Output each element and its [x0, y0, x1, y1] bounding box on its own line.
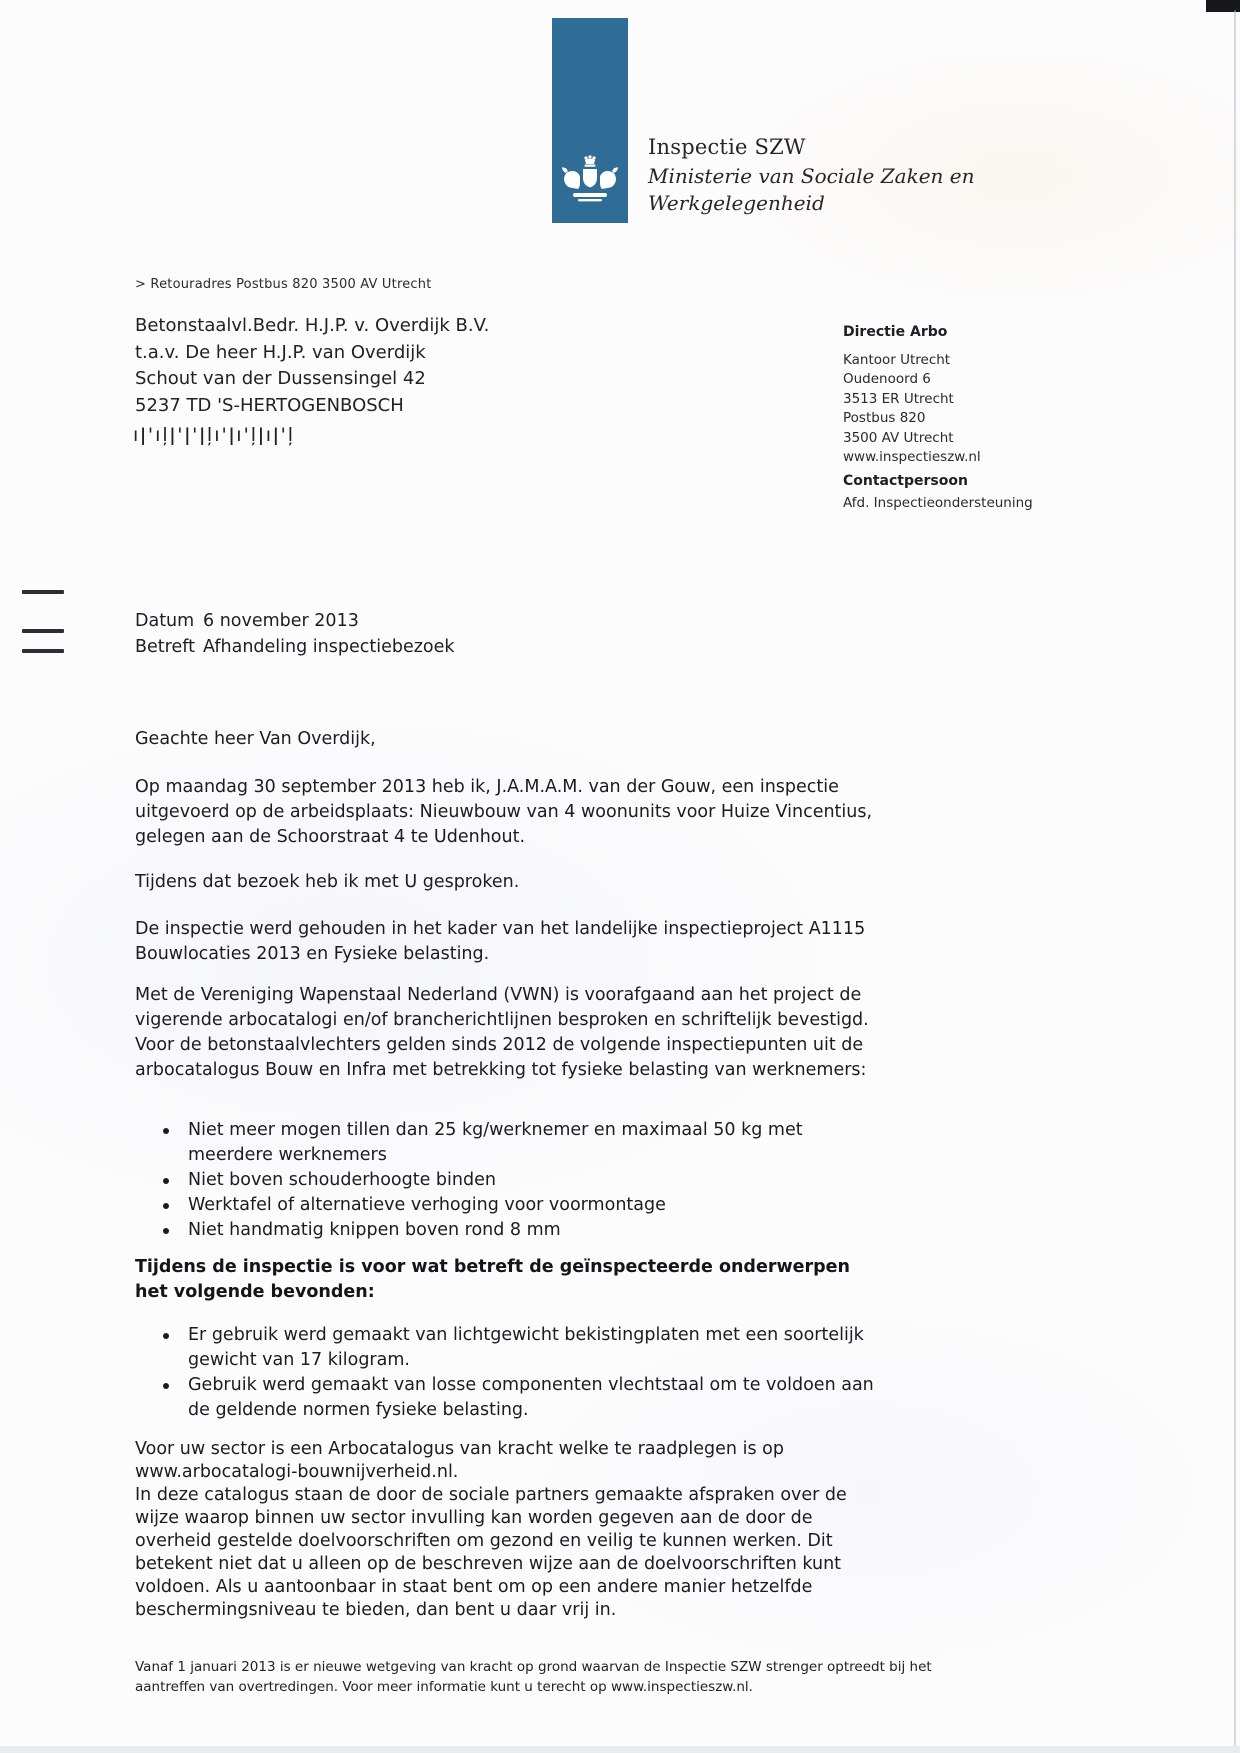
org-name: Inspectie SZW — [648, 135, 806, 159]
fold-mark — [22, 649, 64, 653]
salutation: Geachte heer Van Overdijk, — [135, 729, 376, 749]
fold-mark — [22, 629, 64, 633]
recipient-city: 5237 TD 'S-HERTOGENBOSCH — [135, 394, 404, 416]
list-item: Niet boven schouderhoogte binden — [135, 1168, 877, 1193]
office-line: Kantoor Utrecht — [843, 352, 951, 368]
paragraph-project: De inspectie werd gehouden in het kader van het landelijke inspectieproject A1115 Bouwlocaties 2013 en Fysieke belasting. — [135, 919, 866, 964]
paragraph-inspection-intro: Op maandag 30 september 2013 heb ik, J.A.M.A.M. van der Gouw, een inspectie uitgevoerd op de arbeidsplaats: Nieuwbouw van 4 woonunits voor Huize Vincentius, gelegen aan de Schoorstraat 4 te Udenhout. — [135, 777, 873, 847]
office-line: 3500 AV Utrecht — [843, 429, 954, 446]
subject-label: Betreft — [135, 636, 195, 657]
office-address — [843, 351, 981, 467]
date-row — [135, 609, 455, 635]
fold-mark — [22, 590, 64, 594]
recipient-company: Betonstaalvl.Bedr. H.J.P. v. Overdijk B.V. — [135, 315, 490, 336]
subject-row — [135, 635, 455, 661]
org-subtitle — [648, 163, 974, 217]
list-item: Niet meer mogen tillen dan 25 kg/werknemer en maximaal 50 kg met meerdere werknemers — [135, 1118, 877, 1168]
findings-list — [135, 1323, 877, 1423]
department-title: Directie Arbo — [843, 324, 948, 340]
recipient-address — [135, 313, 489, 419]
scan-bottom-edge — [0, 1746, 1240, 1753]
date-value: 6 november 2013 — [203, 611, 359, 631]
contact-person-label: Contactpersoon — [843, 473, 968, 489]
scan-right-edge-line — [1234, 10, 1236, 1753]
office-line: Postbus 820 — [843, 410, 926, 427]
letterhead-logo-bar — [552, 18, 628, 223]
org-subtitle-line2: Werkgelegenheid — [648, 191, 825, 215]
paragraph-arbocatalogus-url: Voor uw sector is een Arbocatalogus van kracht welke te raadplegen is op www.arbocatalogi-bouwnijverheid.nl. — [135, 1439, 784, 1482]
inspection-points-list — [135, 1118, 877, 1243]
org-subtitle-line1: Ministerie van Sociale Zaken en — [648, 164, 975, 188]
retour-address: > Retouradres Postbus 820 3500 AV Utrecht — [135, 277, 432, 292]
list-item: Er gebruik werd gemaakt van lichtgewicht bekistingplaten met een soortelijk gewicht van 17 kilogram. — [135, 1323, 877, 1373]
office-line: 3513 ER Utrecht — [843, 390, 954, 407]
paragraph-arbocatalogus — [135, 1438, 877, 1622]
paragraph-vwn: Met de Vereniging Wapenstaal Nederland (VWN) is voorafgaand aan het project de vigerende arbocatalogi en/of brancherichtlijnen besproken en schriftelijk bevestigd. Voor de betonstaalvlechters gelden sinds 2012 de volgende inspectiepunten uit de arbocatalogus Bouw en Infra met betrekking tot fysieke belasting van werknemers: — [135, 985, 869, 1080]
contact-person-value: Afd. Inspectieondersteuning — [843, 495, 1033, 511]
list-item: Gebruik werd gemaakt van losse componenten vlechtstaal om te voldoen aan de geldende normen fysieke belasting. — [135, 1373, 877, 1423]
date-label: Datum — [135, 611, 195, 631]
paragraph-spoken: Tijdens dat bezoek heb ik met U gesproken. — [135, 872, 520, 892]
findings-heading: Tijdens de inspectie is voor wat betreft de geïnspecteerde onderwerpen het volgende bevonden: — [135, 1257, 850, 1302]
kix-barcode: ıǀ'ıļǀ'ǀ'ǀļı'ǀı'ļǀıǀ'ļ — [133, 424, 296, 446]
recipient-street: Schout van der Dussensingel 42 — [135, 368, 426, 389]
list-item: Werktafel of alternatieve verhoging voor voormontage — [135, 1193, 877, 1218]
coat-of-arms-icon — [558, 155, 622, 217]
subject-value: Afhandeling inspectiebezoek — [203, 636, 455, 657]
letter-meta — [135, 609, 455, 660]
recipient-attn: t.a.v. De heer H.J.P. van Overdijk — [135, 341, 426, 363]
footer-note: Vanaf 1 januari 2013 is er nieuwe wetgeving van kracht op grond waarvan de Inspectie SZW strenger optreedt bij het aantreffen van overtredingen. Voor meer informatie kunt u terecht op www.inspectieszw.nl. — [135, 1659, 932, 1695]
office-line: Oudenoord 6 — [843, 371, 931, 388]
list-item: Niet handmatig knippen boven rond 8 mm — [135, 1218, 877, 1243]
paragraph-arbocatalogus-detail: In deze catalogus staan de door de sociale partners gemaakte afspraken over de wijze waarop binnen uw sector invulling kan worden gegeven aan de door de overheid gestelde doelvoorschriften om gezond en veilig te kunnen werken. Dit betekent niet dat u alleen op de beschreven wijze aan de doelvoorschriften kunt voldoen. Als u aantoonbaar in staat bent om op een andere manier hetzelfde beschermingsniveau te bieden, dan bent u daar vrij in. — [135, 1485, 847, 1620]
office-website: www.inspectieszw.nl — [843, 449, 981, 466]
